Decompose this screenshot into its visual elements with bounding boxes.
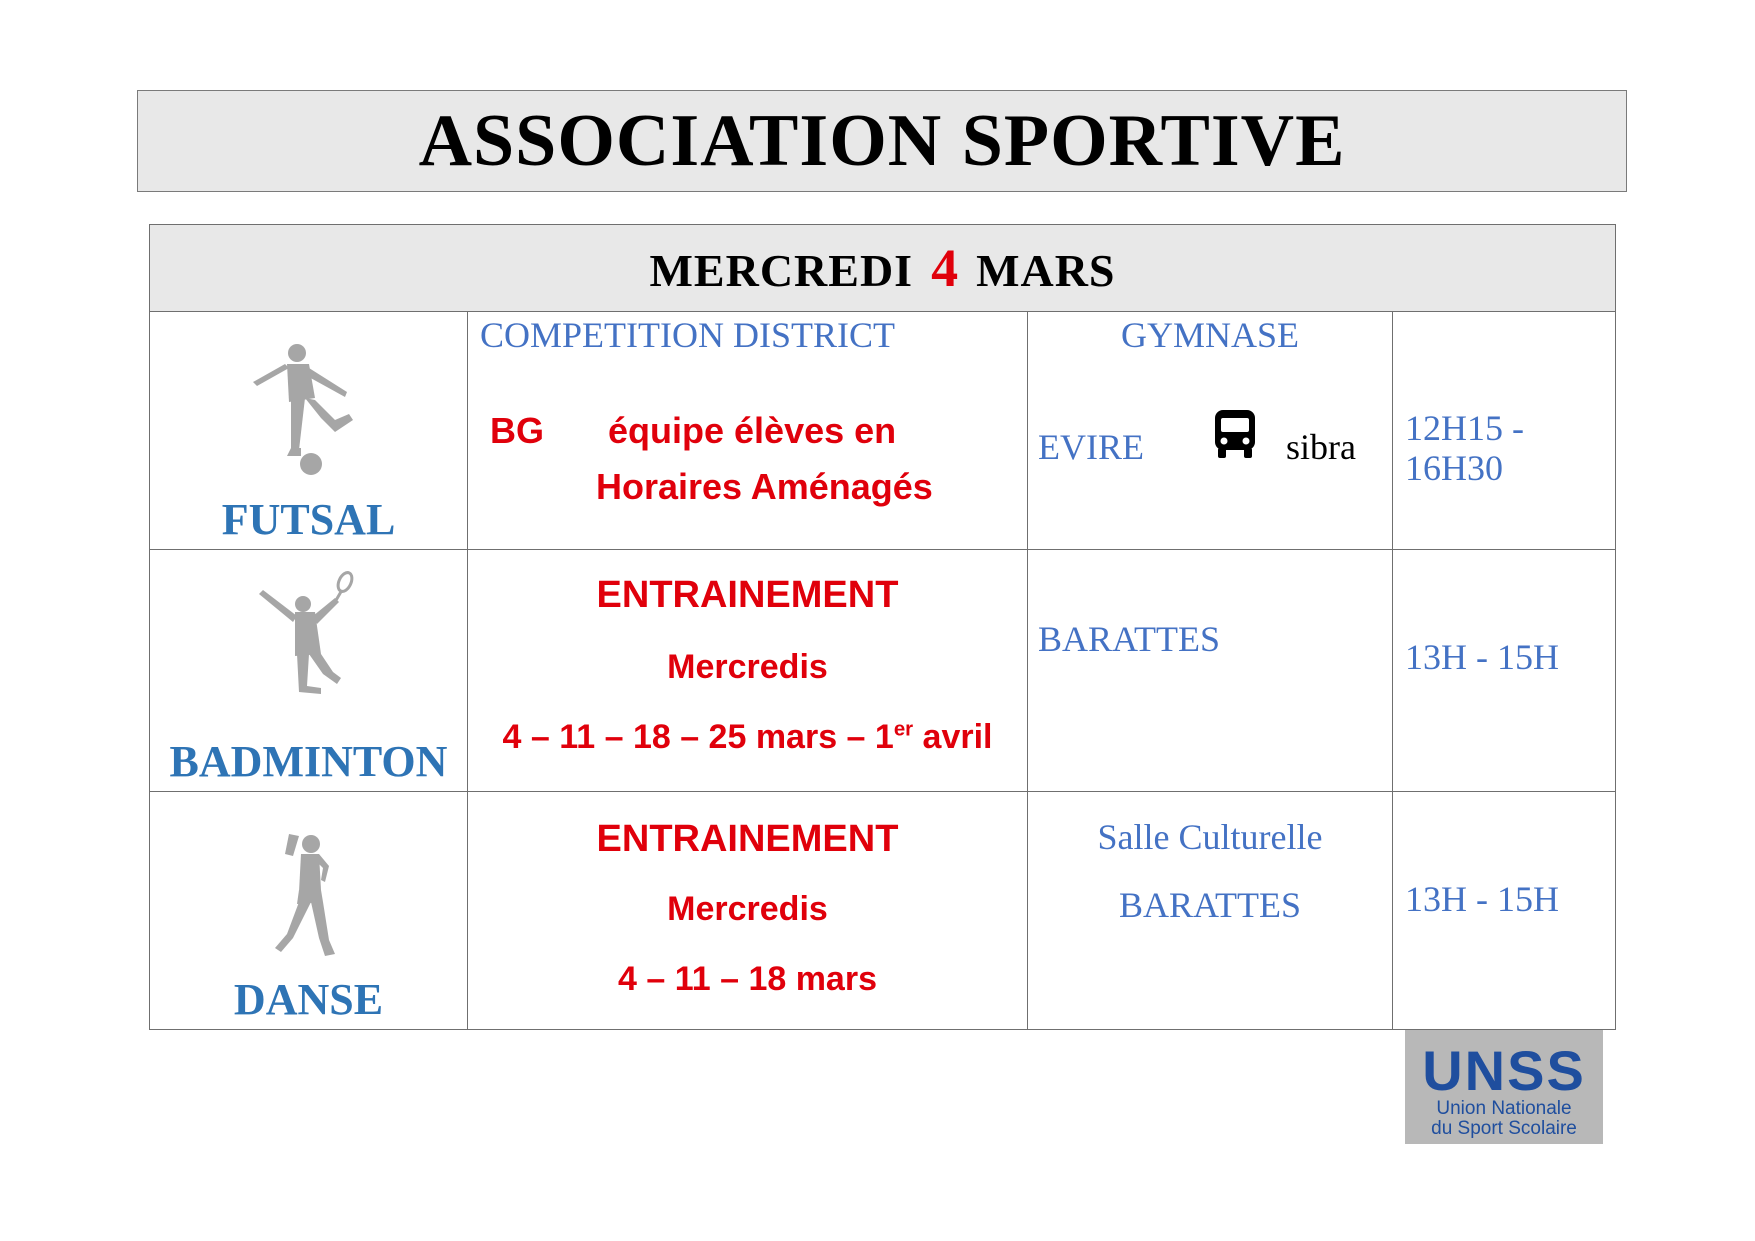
venue-cell [1028, 550, 1393, 791]
table-row [150, 791, 1616, 1029]
dates-text: 4 – 11 – 18 – 25 mars – 1 [502, 718, 894, 757]
venue-line: Salle Culturelle [1097, 816, 1323, 857]
dates-superscript: er [893, 719, 914, 742]
title-banner [137, 90, 1627, 192]
sport-name: BADMINTON [169, 736, 448, 786]
activity-line: équipe élèves en [608, 410, 897, 452]
venue-line: BARATTES [1118, 884, 1302, 925]
venue-line: BARATTES [1038, 619, 1221, 660]
sport-name: FUTSAL [221, 495, 396, 545]
venue-cell [1028, 312, 1393, 550]
dates-text: avril [913, 718, 993, 757]
date-month: MARS [976, 245, 1116, 297]
footballer-silhouette-icon [249, 340, 369, 480]
time-cell [1393, 550, 1616, 791]
time-line: 13H - 15H [1405, 637, 1559, 678]
time-cell [1393, 312, 1616, 550]
date-header [150, 225, 1616, 312]
logo-line: Union Nationale [1436, 1098, 1572, 1119]
activity-cell [468, 791, 1028, 1029]
sport-cell-futsal [150, 312, 468, 550]
time-line: 16H30 [1405, 448, 1503, 489]
venue-cell [1028, 791, 1393, 1029]
activity-line [468, 718, 1027, 757]
unss-logo [1405, 1030, 1603, 1144]
time-line: 13H - 15H [1405, 878, 1559, 919]
activity-line: ENTRAINEMENT [596, 817, 899, 860]
team-tag: BG [490, 410, 544, 452]
activity-line: ENTRAINEMENT [596, 574, 899, 617]
activity-cell [468, 550, 1028, 791]
venue-line: EVIRE [1038, 427, 1144, 468]
activity-line: Mercredis [667, 889, 828, 928]
badminton-player-silhouette-icon [249, 570, 369, 700]
venue-line: GYMNASE [1120, 315, 1299, 356]
activity-line: COMPETITION DISTRICT [480, 315, 895, 356]
activity-line: Horaires Aménagés [596, 466, 933, 508]
bus-label: sibra [1286, 427, 1356, 468]
sport-cell-badminton [150, 550, 468, 791]
activity-cell [468, 312, 1028, 550]
time-cell [1393, 791, 1616, 1029]
logo-line: du Sport Scolaire [1431, 1118, 1577, 1139]
logo-acronym: UNSS [1422, 1039, 1586, 1102]
page-title: ASSOCIATION SPORTIVE [418, 99, 1346, 182]
sport-name: DANSE [233, 975, 384, 1024]
time-line: 12H15 - [1405, 408, 1524, 449]
date-number: 4 [931, 238, 959, 299]
bus-icon [1212, 408, 1258, 460]
schedule-table [149, 224, 1616, 1030]
activity-line: 4 – 11 – 18 mars [617, 959, 877, 998]
date-day: MERCREDI [649, 245, 914, 297]
activity-line: Mercredis [667, 648, 828, 687]
table-row [150, 550, 1616, 791]
dancer-silhouette-icon [259, 830, 359, 960]
sport-cell-danse [150, 791, 468, 1029]
table-row [150, 312, 1616, 550]
